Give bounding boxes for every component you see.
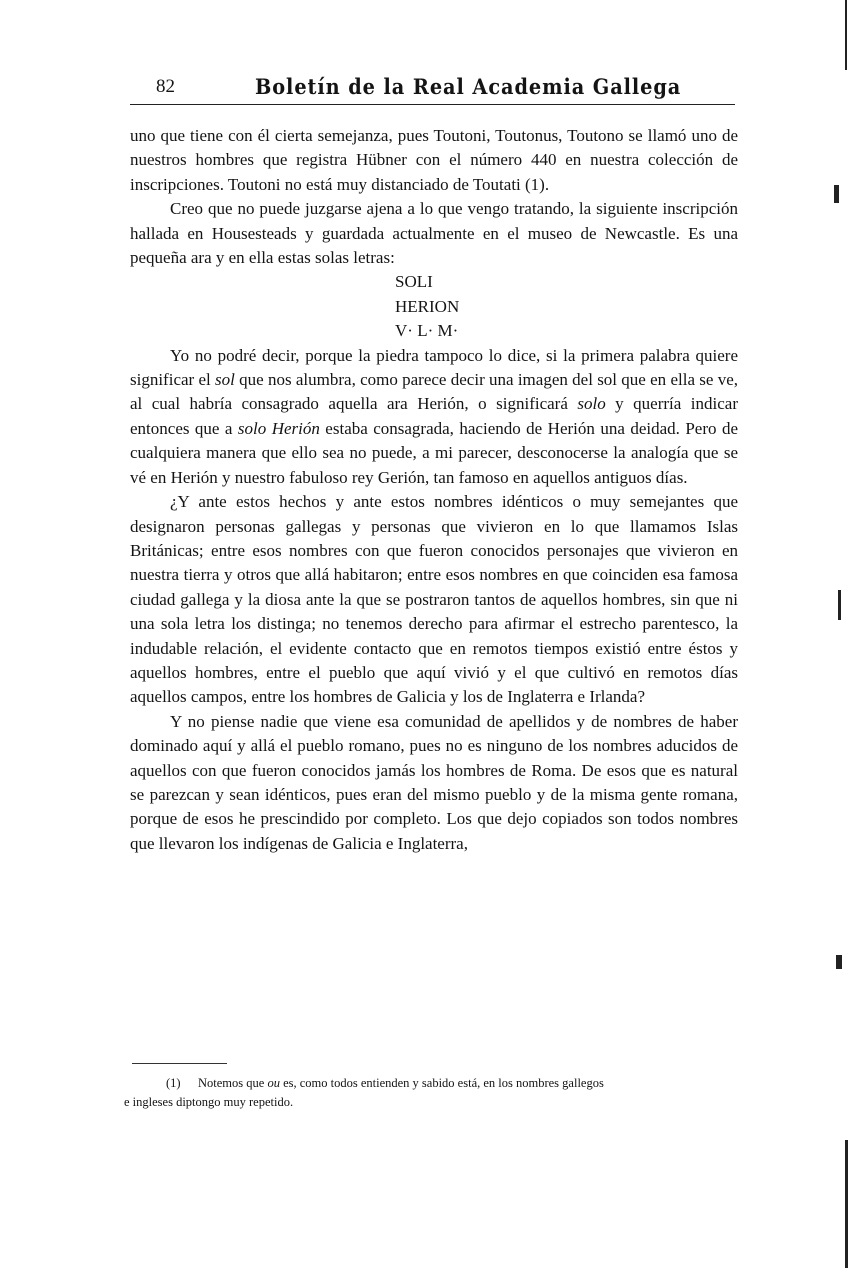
paragraph-5: Y no piense nadie que viene esa comunidad de apellidos y de nombres de haber dominado aquí y allá el pueblo romano, pues no es ninguno de los nombres aducidos de aquellos con que fueron conocidos jamás los hombres de Roma. De esos que es natural se parezcan y sean idénticos, pues eran del mismo pueblo y de la misma gente romana, porque de esos he prescindido por completo. Los que dejo copiados son todos nombres que llevaron los indígenas de Galicia e Inglaterra, (130, 711, 738, 853)
paragraph-1: uno que tiene con él cierta semejanza, pues Toutoni, Toutonus, Toutono se llamó uno de nuestros hombres que registra Hübner con el número 440 en nuestra colección de inscripciones. Toutoni no está muy distanciado de Toutati (1). (130, 126, 738, 194)
running-title: Boletín de la Real Academia Gallega (255, 74, 682, 99)
italic-solo: solo (577, 394, 606, 414)
inscription-line-1: SOLI (395, 272, 433, 292)
paragraph-3-part-d: estaba consagrada, haciendo de Herión una deidad. Pero de cualquiera manera que ello sea no puede, a mi parecer, desconocerse la analogía que se vé en Herión y nuestro fabuloso rey Gerión, tan famoso en aquellos antiguos días. (130, 418, 738, 487)
footnote (124, 1074, 736, 1112)
paragraph-3-part-b: que nos alumbra, como parece decir una imagen del sol que en ella se ve, al cual habría consagrado aquella ara Herión, o significará (130, 370, 738, 414)
italic-solo-herion: solo Herión (237, 418, 320, 438)
paragraph-2: Creo que no puede juzgarse ajena a lo que vengo tratando, la siguiente inscripción hallada en Housesteads y guardada actualmente en el museo de Newcastle. Es una pequeña ara y en ella estas solas letras: (130, 199, 738, 268)
page-number: 82 (156, 76, 175, 97)
paragraph-3-part-c: y querría indicar entonces que a (130, 394, 738, 438)
body-text (130, 124, 738, 856)
paragraph-4: ¿Y ante estos hechos y ante estos nombres idénticos o muy semejantes que designaron personas gallegas y personas que vivieron en lo que llamamos Islas Británicas; entre esos nombres con que fueron conocidos personajes que vivieron en nuestra tierra y otros que allá habitaron; entre esos nombres en que coinciden esa famosa ciudad gallega y la diosa ante la que se postraron tantos de aquellos hombres, sin que ni una sola letra los distinga; no tenemos derecho para afirmar el estrecho parentesco, la indudable relación, el evidente contacto que en remotos tiempos existió entre éstos y aquellos hombres, entre el pueblo que aquí vivió y el que cultivó en remotos días aquellos campos, entre los hombres de Galicia y los de Inglaterra e Irlanda? (130, 492, 738, 707)
footnote-line-2: e ingleses diptongo muy repetido. (124, 1095, 294, 1109)
inscription-line-3: V· L· M· (395, 321, 459, 341)
paragraph-3 (130, 344, 738, 490)
scan-edge-mark (838, 590, 841, 620)
italic-sol: sol (215, 370, 235, 390)
page-header (130, 74, 735, 104)
paragraph-3-part-a: Yo no podré decir, porque la piedra tampoco lo dice, si la primera palabra quiere significar el (130, 345, 738, 390)
footnote-rule (132, 1063, 227, 1064)
scan-edge-mark (836, 955, 842, 969)
footnote-text-b: es, como todos entienden y sabido está, en los nombres gallegos (279, 1076, 604, 1090)
footnote-text-a: Notemos que (198, 1076, 268, 1090)
header-rule (130, 104, 735, 105)
footnote-ref: (1) (166, 1076, 181, 1090)
scan-edge-mark (845, 1140, 848, 1268)
scan-edge-mark (845, 0, 847, 70)
inscription-line-2: HERION (395, 296, 460, 316)
scan-edge-mark (834, 185, 839, 203)
footnote-italic-ou: ou (267, 1076, 280, 1090)
inscription (130, 270, 738, 343)
